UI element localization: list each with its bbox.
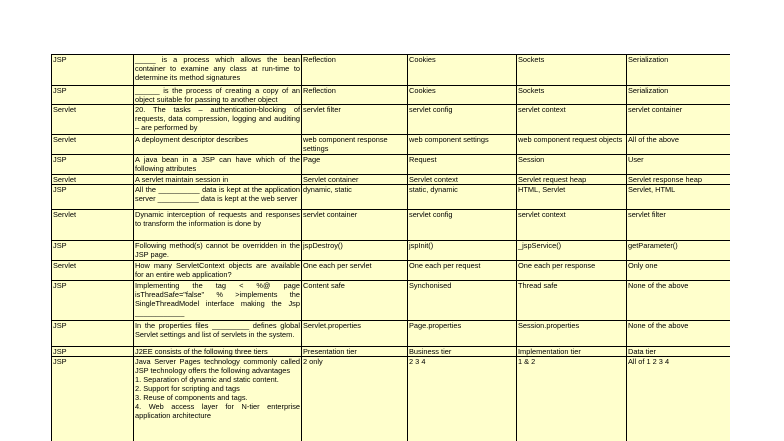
option-cell: All of 1 2 3 4 [627,357,731,441]
question-cell [134,241,302,261]
option-cell: One each per request [408,261,517,281]
question-cell [134,155,302,175]
quiz-table-body [52,55,731,441]
option-cell: servlet config [408,210,517,241]
category-cell: Servlet [52,210,134,241]
option-cell: servlet context [517,105,627,135]
category-cell: JSP [52,185,134,210]
question-cell [134,321,302,347]
table-row [52,261,731,281]
question-cell [134,175,302,185]
option-cell: Content safe [302,281,408,321]
option-cell: Request [408,155,517,175]
option-cell: Servlet context [408,175,517,185]
question-cell [134,281,302,321]
option-cell: 2 only [302,357,408,441]
question-line: All the __________ data is kept at the application server __________ data is kept at the web server [135,185,300,203]
category-cell: JSP [52,55,134,86]
question-line: 3. Reuse of components and tags. [135,393,248,402]
option-cell: servlet filter [302,105,408,135]
option-cell: jspDestroy() [302,241,408,261]
option-cell: Implementation tier [517,347,627,357]
option-cell: web component response settings [302,135,408,155]
option-cell: 1 & 2 [517,357,627,441]
option-cell: Reflection [302,55,408,86]
option-cell: servlet container [302,210,408,241]
table-row [52,105,731,135]
question-line: In the properties files _________ defines global Servlet settings and list of servlets in the system. [135,321,300,339]
category-cell: JSP [52,357,134,441]
table-row [52,155,731,175]
question-line: 2. Support for scripting and tags [135,384,240,393]
option-cell: jspInit() [408,241,517,261]
option-cell: servlet config [408,105,517,135]
option-cell: Presentation tier [302,347,408,357]
option-cell: All of the above [627,135,731,155]
category-cell: JSP [52,347,134,357]
option-cell: Thread safe [517,281,627,321]
option-cell: User [627,155,731,175]
option-cell: Servlet, HTML [627,185,731,210]
option-cell: Servlet response heap [627,175,731,185]
option-cell: _jspService() [517,241,627,261]
table-row [52,241,731,261]
question-line: 1. Separation of dynamic and static content. [135,375,279,384]
option-cell: getParameter() [627,241,731,261]
table-row [52,357,731,441]
question-line: Dynamic interception of requests and responses to transform the information is done by [135,210,300,228]
category-cell: JSP [52,281,134,321]
option-cell: Session.properties [517,321,627,347]
option-cell: Session [517,155,627,175]
option-cell: Page.properties [408,321,517,347]
table-row [52,175,731,185]
question-line: How many ServletContext objects are available for an entire web application? [135,261,300,279]
question-cell [134,105,302,135]
question-line: Java Server Pages technology commonly called JSP technology offers the following advantages [135,357,300,375]
option-cell: web component request objects [517,135,627,155]
question-cell [134,261,302,281]
table-row [52,86,731,105]
option-cell: None of the above [627,321,731,347]
question-line: A deployment descriptor describes [135,135,248,144]
option-cell: Data tier [627,347,731,357]
question-line: A java bean in a JSP can have which of the following attributes [135,155,300,173]
option-cell: One each per response [517,261,627,281]
quiz-sheet [51,54,730,441]
table-row [52,210,731,241]
category-cell: Servlet [52,175,134,185]
question-cell [134,185,302,210]
category-cell: JSP [52,321,134,347]
category-cell: JSP [52,86,134,105]
option-cell: 2 3 4 [408,357,517,441]
option-cell: servlet context [517,210,627,241]
question-line: 20. The tasks – authentication-blocking of requests, data compression, logging and auditing – are performed by [135,105,300,132]
option-cell: Cookies [408,55,517,86]
table-row [52,281,731,321]
option-cell: Synchonised [408,281,517,321]
option-cell: Business tier [408,347,517,357]
option-cell: Only one [627,261,731,281]
table-row [52,135,731,155]
quiz-table [51,54,730,441]
question-cell [134,135,302,155]
option-cell: Cookies [408,86,517,105]
table-row [52,321,731,347]
category-cell: Servlet [52,105,134,135]
question-cell [134,347,302,357]
option-cell: dynamic, static [302,185,408,210]
question-cell [134,55,302,86]
table-row [52,347,731,357]
option-cell: Reflection [302,86,408,105]
option-cell: Page [302,155,408,175]
category-cell: JSP [52,155,134,175]
option-cell: None of the above [627,281,731,321]
question-line: Implementing the tag < %@ page isThreadSafe="false" % >implements the SingleThreadModel interface making the Jsp ____________ [135,281,300,317]
table-row [52,185,731,210]
question-cell [134,357,302,441]
option-cell: Sockets [517,55,627,86]
option-cell: static, dynamic [408,185,517,210]
category-cell: Servlet [52,261,134,281]
option-cell: Serialization [627,55,731,86]
question-line: 4. Web access layer for N-tier enterprise application architecture [135,402,300,420]
question-line: _____ is a process which allows the bean container to examine any class at run-time to determine its method signatures [135,55,300,82]
question-cell [134,210,302,241]
option-cell: Serialization [627,86,731,105]
question-line: J2EE consists of the following three tiers [135,347,268,356]
option-cell: web component settings [408,135,517,155]
option-cell: Sockets [517,86,627,105]
option-cell: Servlet request heap [517,175,627,185]
category-cell: JSP [52,241,134,261]
option-cell: servlet filter [627,210,731,241]
table-row [52,55,731,86]
option-cell: Servlet container [302,175,408,185]
question-line: Following method(s) cannot be overridden in the JSP page. [135,241,300,259]
question-line: A servlet maintain session in [135,175,229,184]
option-cell: HTML, Servlet [517,185,627,210]
option-cell: servlet container [627,105,731,135]
question-line: ______ is the process of creating a copy of an object suitable for passing to another object [135,86,300,104]
option-cell: One each per servlet [302,261,408,281]
category-cell: Servlet [52,135,134,155]
option-cell: Servlet.properties [302,321,408,347]
question-cell [134,86,302,105]
